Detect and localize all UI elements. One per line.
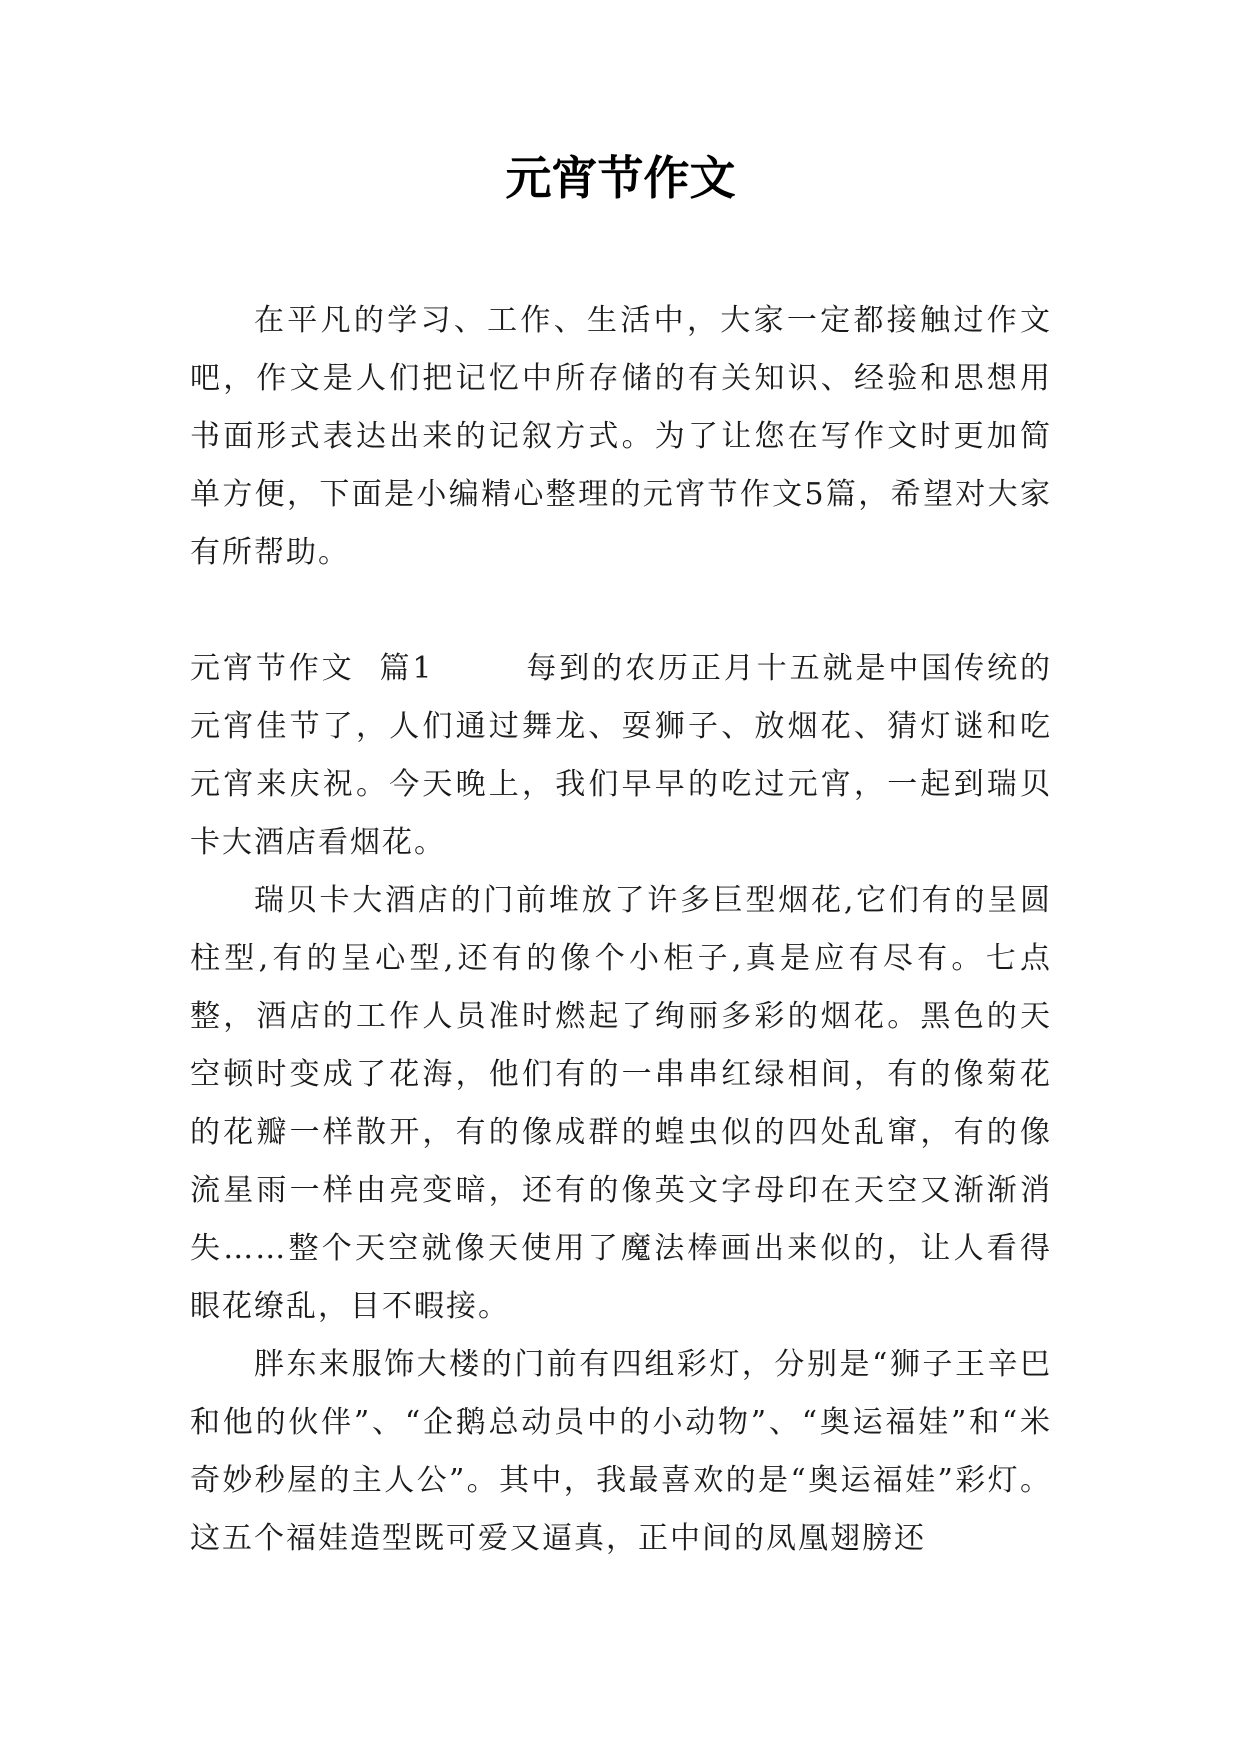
section-1-paragraph-1-text: 每到的农历正月十五就是中国传统的元宵佳节了，人们通过舞龙、耍狮子、放烟花、猜灯谜和吃元宵来庆祝。今天晚上，我们早早的吃过元宵，一起到瑞贝卡大酒店看烟花。 bbox=[190, 651, 1052, 860]
section-1-paragraph-3: 胖东来服饰大楼的门前有四组彩灯，分别是“狮子王辛巴和他的伙伴”、“企鹅总动员中的小动物”、“奥运福娃”和“米奇妙秒屋的主人公”。其中，我最喜欢的是“奥运福娃”彩灯。这五个福娃造型既可爱又逼真，正中间的凤凰翅膀还 bbox=[190, 1347, 1052, 1556]
document-body bbox=[190, 292, 1052, 1568]
document-title: 元宵节作文 bbox=[505, 151, 736, 205]
section-1-heading: 元宵节作文 篇1 bbox=[190, 651, 434, 686]
section-1-paragraph-2: 瑞贝卡大酒店的门前堆放了许多巨型烟花,它们有的呈圆柱型,有的呈心型,还有的像个小柜子,真是应有尽有。七点整，酒店的工作人员准时燃起了绚丽多彩的烟花。黑色的天空顿时变成了花海，他们有的一串串红绿相间，有的像菊花的花瓣一样散开，有的像成群的蝗虫似的四处乱窜，有的像流星雨一样由亮变暗，还有的像英文字母印在天空又渐渐消失……整个天空就像天使用了魔法棒画出来似的，让人看得眼花缭乱，目不暇接。 bbox=[190, 883, 1052, 1324]
section-1-first-paragraph bbox=[190, 640, 1052, 872]
intro-paragraph: 在平凡的学习、工作、生活中，大家一定都接触过作文吧，作文是人们把记忆中所存储的有关知识、经验和思想用书面形式表达出来的记叙方式。为了让您在写作文时更加简单方便，下面是小编精心整理的元宵节作文5篇，希望对大家有所帮助。 bbox=[190, 303, 1052, 570]
